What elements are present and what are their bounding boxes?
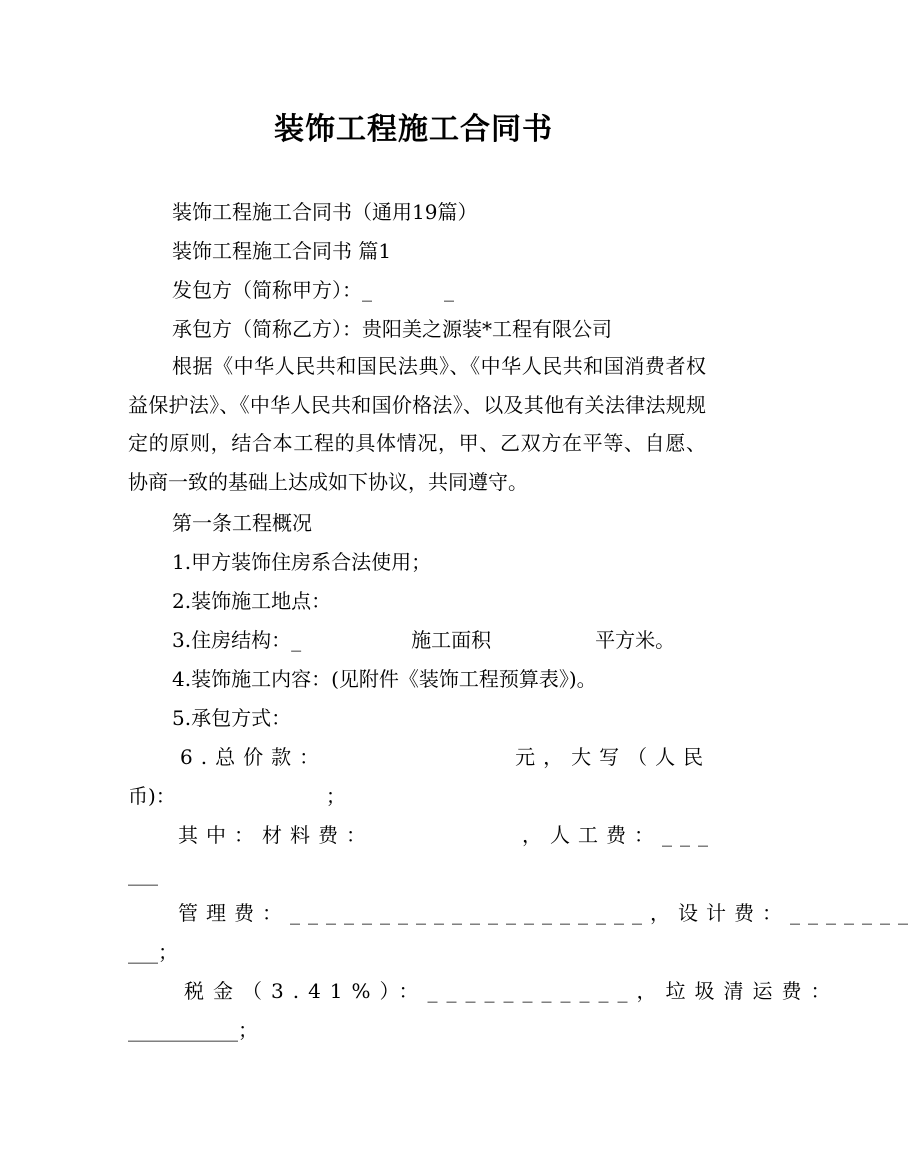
garbage-fee-blank: ___________； bbox=[128, 1018, 258, 1042]
currency-end: ； bbox=[325, 784, 346, 808]
management-fee-line: 管理费：____________________，设计费：_______ bbox=[178, 901, 916, 925]
material-fee-label: 其中：材料费： bbox=[178, 823, 374, 847]
party-b-line: 承包方（简称乙方）：贵阳美之源装*工程有限公司 bbox=[172, 317, 612, 341]
chapter-heading: 装饰工程施工合同书 篇1 bbox=[172, 239, 392, 263]
currency-line bbox=[128, 781, 346, 811]
currency-label: 币)： bbox=[128, 784, 176, 808]
party-a-end: _ bbox=[444, 278, 454, 302]
document-title: 装饰工程施工合同书 bbox=[274, 112, 553, 147]
tax-line: 税金（3.41%）：___________，垃圾清运费： bbox=[184, 979, 840, 1003]
total-price-label: 6.总价款： bbox=[180, 745, 328, 769]
party-a-label: 发包方（简称甲方）：_ bbox=[172, 278, 372, 302]
item-2: 2.装饰施工地点： bbox=[172, 589, 332, 613]
item-4: 4.装饰施工内容：(见附件《装饰工程预算表》)。 bbox=[172, 667, 597, 691]
item-1: 1.甲方装饰住房系合法使用； bbox=[172, 550, 432, 574]
total-price-uppercase: 元，大写（人民 bbox=[515, 745, 712, 769]
design-fee-blank: ___； bbox=[128, 940, 178, 964]
area-label: 施工面积 bbox=[411, 628, 492, 652]
area-unit: 平方米。 bbox=[595, 628, 676, 652]
preamble-paragraph: 根据《中华人民共和国民法典》、《中华人民共和国消费者权益保护法》、《中华人民共和国价格法》、以及其他有关法律法规规定的原则，结合本工程的具体情况，甲、乙双方在平等、自愿、协商一致的基础上达成如下协议，共同遵守。 bbox=[128, 354, 706, 494]
cost-breakdown-line bbox=[178, 820, 716, 850]
item-5: 5.承包方式： bbox=[172, 706, 292, 730]
structure-label: 3.住房结构：_ bbox=[172, 628, 302, 652]
subtitle-line: 装饰工程施工合同书（通用19篇） bbox=[172, 200, 478, 224]
item-6-total-price bbox=[180, 742, 711, 772]
item-3 bbox=[172, 625, 675, 655]
article-1-heading: 第一条工程概况 bbox=[172, 511, 312, 535]
labor-fee-label: ，人工费：___ bbox=[522, 823, 716, 847]
party-a-line bbox=[172, 275, 454, 305]
labor-fee-blank: ___ bbox=[128, 862, 158, 886]
